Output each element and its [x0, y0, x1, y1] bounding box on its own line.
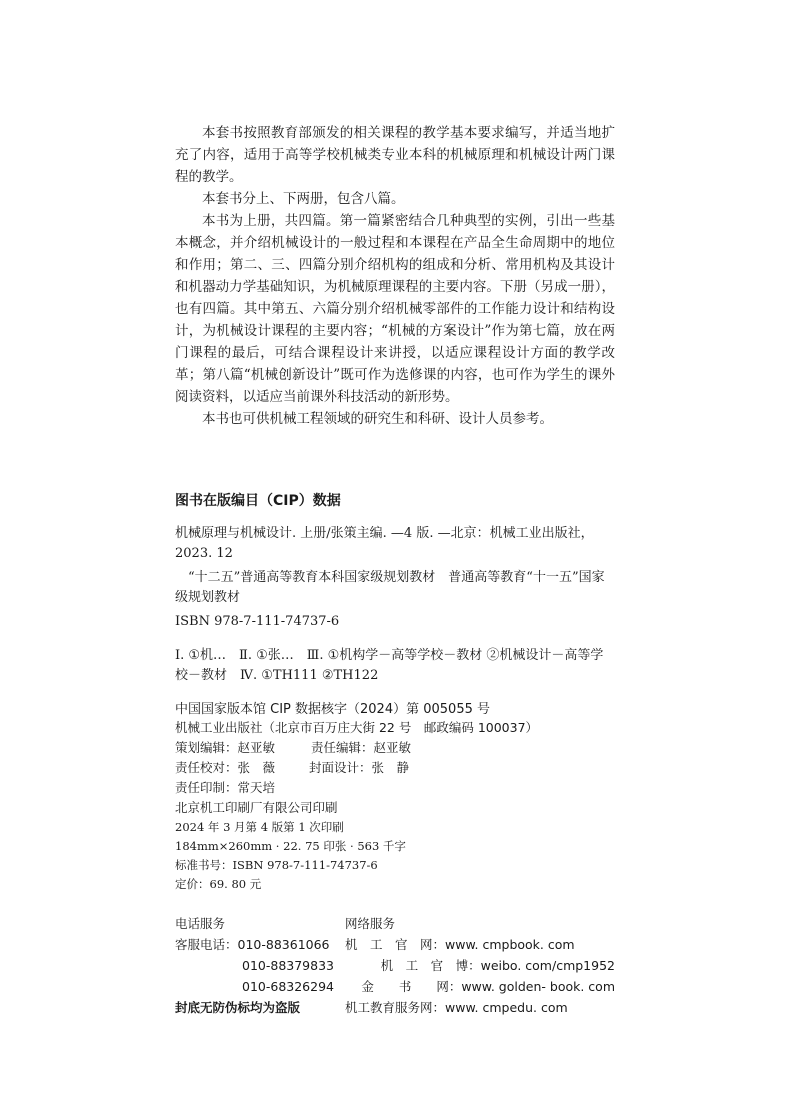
network-service-header: 网络服务	[345, 916, 396, 931]
proofreader: 责任校对：张 薇	[175, 760, 276, 775]
responsible-editor: 责任编辑：赵亚敏	[310, 740, 411, 755]
cip-record: 机械原理与机械设计. 上册/张策主编. —4 版. —北京：机械工业出版社，2023. 12	[175, 526, 594, 561]
intro-paragraph: 本书也可供机械工程领域的研究生和科研、设计人员参考。	[202, 411, 553, 427]
cip-isbn: ISBN 978-7-111-74737-6	[175, 614, 340, 629]
web-link[interactable]: 机 工 官 博：weibo. com/cmp1952	[380, 958, 615, 973]
phone-service-header: 电话服务	[175, 916, 226, 931]
anti-piracy-notice: 封底无防伪标均为盗版	[175, 1000, 301, 1015]
web-link[interactable]: 机工教育服务网：www. cmpedu. com	[345, 1000, 568, 1015]
cover-design: 封面设计：张 静	[308, 760, 409, 775]
contact-block	[175, 913, 615, 1018]
service-phone-label: 客服电话：	[175, 937, 238, 952]
cip-classification: Ⅰ. ①机… Ⅱ. ①张… Ⅲ. ①机构学－高等学校－教材 ②机械设计－高等学校－教材 Ⅳ. ①TH111 ②TH122	[175, 648, 604, 683]
publisher-block	[175, 718, 615, 894]
price: 定价：69. 80 元	[175, 877, 262, 891]
cip-title: 图书在版编目（CIP）数据	[175, 493, 341, 509]
intro-paragraph: 本套书按照教育部颁发的相关课程的教学基本要求编写，并适当地扩充了内容，适用于高等学校机械类专业本科的机械原理和机械设计两门课程的教学。	[175, 125, 615, 185]
printer: 北京机工印刷厂有限公司印刷	[175, 800, 338, 815]
intro-paragraph: 本书为上册，共四篇。第一篇紧密结合几种典型的实例，引出一些基本概念，并介绍机械设计的一般过程和本课程在产品全生命周期中的地位和作用；第二、三、四篇分别介绍机构的组成和分析、常用机构及其设计和机器动力学基础知识，为机械原理课程的主要内容。下册（另成一册），也有四篇。其中第五、六篇分别介绍机械零部件的工作能力设计和结构设计，为机械设计课程的主要内容；“机械的方案设计”作为第七篇，放在两门课程的最后，可结合课程设计来讲授，以适应课程设计方面的教学改革；第八篇“机械创新设计”既可作为选修课的内容，也可作为学生的课外阅读资料，以适应当前课外科技活动的新形势。	[175, 213, 615, 405]
cip-number: 中国国家版本馆 CIP 数据核字（2024）第 005055 号	[175, 702, 490, 717]
publisher-name: 机械工业出版社（北京市百万庄大街 22 号 邮政编码 100037）	[175, 720, 539, 735]
web-link[interactable]: 金 书 网：www. golden- book. com	[361, 979, 615, 994]
phone-number: 010-68326294	[242, 979, 334, 994]
format-info: 184mm×260mm · 22. 75 印张 · 563 千字	[175, 839, 406, 853]
intro-text	[175, 122, 615, 430]
planning-editor: 策划编辑：赵亚敏	[175, 740, 276, 755]
phone-number: 010-88361066	[237, 937, 330, 952]
edition-info: 2024 年 3 月第 4 版第 1 次印刷	[175, 820, 344, 834]
standard-book-number: 标准书号：ISBN 978-7-111-74737-6	[175, 858, 378, 872]
cip-block	[175, 524, 615, 724]
web-link[interactable]: 机 工 官 网：www. cmpbook. com	[345, 937, 575, 952]
print-supervisor: 责任印制：常天培	[175, 780, 276, 795]
phone-number: 010-88379833	[242, 958, 334, 973]
cip-series: “十二五”普通高等教育本科国家级规划教材 普通高等教育“十一五”国家级规划教材	[175, 570, 605, 605]
intro-paragraph: 本套书分上、下两册，包含八篇。	[202, 191, 405, 207]
